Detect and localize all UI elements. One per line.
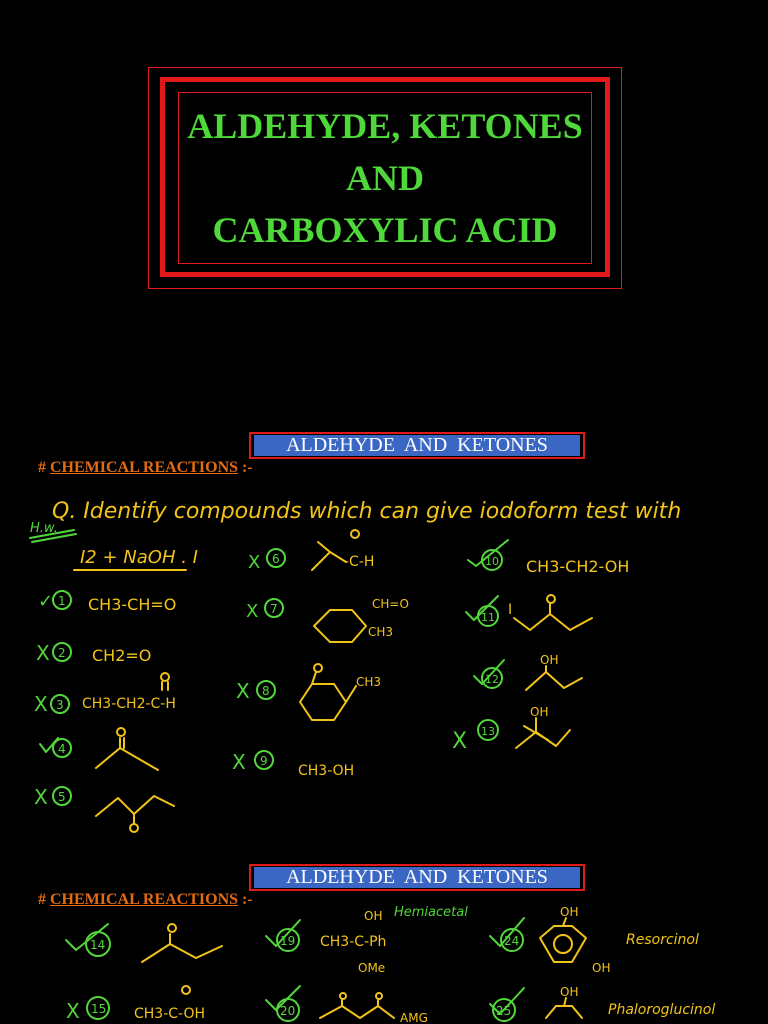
- item-2: [36, 641, 151, 665]
- item-number: 9: [260, 754, 268, 768]
- item-formula: CH3-CH2-C-H: [82, 696, 176, 712]
- oxygen-atom: [182, 986, 190, 994]
- heading-suffix: :-: [238, 459, 253, 476]
- ome-label: OMe: [358, 961, 386, 975]
- item-formula: OH: [540, 653, 559, 667]
- item-formula: OH: [560, 905, 579, 919]
- item-formula: CH3-CH=O: [88, 595, 177, 614]
- hw-label: H.w.: [30, 521, 58, 536]
- item-number: 5: [58, 790, 66, 804]
- item-formula: -C-H: [344, 554, 375, 570]
- benzene-ring: [546, 998, 582, 1018]
- phloroglucinol-label: Phaloroglucinol: [608, 1002, 716, 1018]
- skeletal-structure: [96, 796, 174, 824]
- oh-label: OH: [592, 961, 611, 975]
- item-number: 6: [272, 552, 280, 566]
- oxygen-atom: [376, 993, 382, 999]
- item-24: [490, 905, 699, 975]
- item-number: 24: [504, 934, 520, 948]
- item-number: 12: [485, 673, 499, 686]
- item-formula: OH: [560, 985, 579, 999]
- item-number: 15: [91, 1002, 107, 1016]
- title-line-1: ALDEHYDE, KETONES: [187, 106, 583, 146]
- item-25: [490, 985, 715, 1021]
- item-mark: X: [236, 679, 250, 703]
- item-3: [34, 673, 176, 716]
- item-formula: CH3-C-OH: [134, 1006, 206, 1022]
- item-number: 7: [270, 602, 278, 616]
- item-number: 14: [90, 938, 106, 952]
- item-8: [236, 664, 381, 720]
- title-line-2: AND: [346, 158, 424, 198]
- benzene-ring: [540, 918, 586, 962]
- item-formula: OH: [530, 705, 549, 719]
- item-number: 13: [481, 725, 495, 738]
- title-line-3: CARBOXYLIC ACID: [212, 210, 558, 250]
- item-number: 4: [58, 742, 66, 756]
- item-13: [452, 705, 570, 754]
- oxygen-atom: [130, 824, 138, 832]
- item-number: 25: [496, 1004, 512, 1018]
- item-number: 2: [58, 646, 66, 660]
- item-5: [34, 785, 174, 832]
- skeletal-structure: [514, 604, 592, 630]
- skeletal-structure: [312, 542, 346, 570]
- skeletal-structure: [526, 666, 582, 690]
- ch3-label: CH3: [368, 625, 394, 639]
- item-4: [40, 728, 158, 770]
- item-11: [466, 595, 592, 630]
- oxygen-atom: [340, 993, 346, 999]
- aromatic-circle: [554, 935, 572, 953]
- item-12: [474, 653, 582, 690]
- item-number: 3: [56, 698, 64, 712]
- heading-suffix: :-: [238, 891, 253, 908]
- item-19: [266, 905, 468, 975]
- skeletal-structure: [96, 738, 158, 770]
- item-14: [66, 924, 222, 962]
- item-formula: CH3: [356, 675, 382, 689]
- oxygen-atom: [547, 595, 555, 603]
- item-mark: X: [232, 750, 246, 774]
- section-banner-text: ALDEHYDE AND KETONES: [254, 867, 580, 888]
- item-mark: X: [452, 729, 468, 754]
- item-number: 8: [262, 684, 270, 698]
- item-7: [246, 597, 409, 642]
- heading-text: CHEMICAL REACTIONS: [50, 459, 239, 476]
- question-text: Q. Identify compounds which can give iodoform test with: [52, 499, 682, 524]
- reagent-text: I2 + NaOH . I: [80, 547, 198, 568]
- item-number: 19: [280, 934, 296, 948]
- oxygen-atom: [351, 530, 359, 538]
- item-mark: X: [34, 785, 48, 809]
- carbonyl-bond: [162, 682, 168, 690]
- item-20: [266, 986, 428, 1024]
- section-banner-text: ALDEHYDE AND KETONES: [254, 435, 580, 456]
- item-number: 1: [58, 594, 66, 608]
- item-mark: ✓: [38, 591, 54, 612]
- oxygen-atom: [168, 924, 176, 932]
- item-formula: CH=O: [372, 597, 409, 611]
- item-formula: I: [508, 602, 513, 618]
- oh-label: OH: [364, 909, 383, 923]
- oxygen-atom: [314, 664, 322, 672]
- skeletal-structure: [320, 1000, 394, 1018]
- oxygen-atom: [161, 673, 169, 681]
- item-number: 11: [481, 611, 495, 624]
- item-mark: X: [34, 692, 48, 716]
- heading-text: CHEMICAL REACTIONS: [50, 891, 239, 908]
- skeletal-structure: [142, 934, 222, 962]
- item-6: [248, 530, 374, 573]
- oxygen-atom: [117, 728, 125, 736]
- item-mark: X: [36, 641, 50, 665]
- hemiacetal-label: Hemiacetal: [394, 905, 468, 920]
- item-formula: CH3-OH: [298, 763, 355, 779]
- heading-prefix: #: [38, 459, 50, 476]
- cyclohexane-ring: [314, 610, 366, 642]
- check-mark: [40, 738, 58, 752]
- skeletal-structure: [516, 718, 570, 748]
- item-formula: CH2=O: [92, 646, 152, 665]
- heading-prefix: #: [38, 891, 50, 908]
- item-15: [66, 986, 205, 1023]
- resorcinol-label: Resorcinol: [626, 932, 699, 948]
- item-mark: X: [66, 999, 80, 1023]
- item-1: [38, 591, 176, 614]
- item-mark: X: [248, 552, 261, 573]
- item-10: [468, 540, 629, 576]
- item-mark: X: [246, 601, 259, 622]
- item-formula: CH3-CH2-OH: [526, 557, 630, 576]
- item-formula: CH3-C-Ph: [320, 934, 387, 950]
- item-number: 10: [485, 555, 499, 568]
- item-number: 20: [280, 1004, 296, 1018]
- amg-label: AMG: [400, 1011, 428, 1024]
- cyclohexanone-ring: [300, 672, 356, 720]
- item-9: [232, 750, 354, 779]
